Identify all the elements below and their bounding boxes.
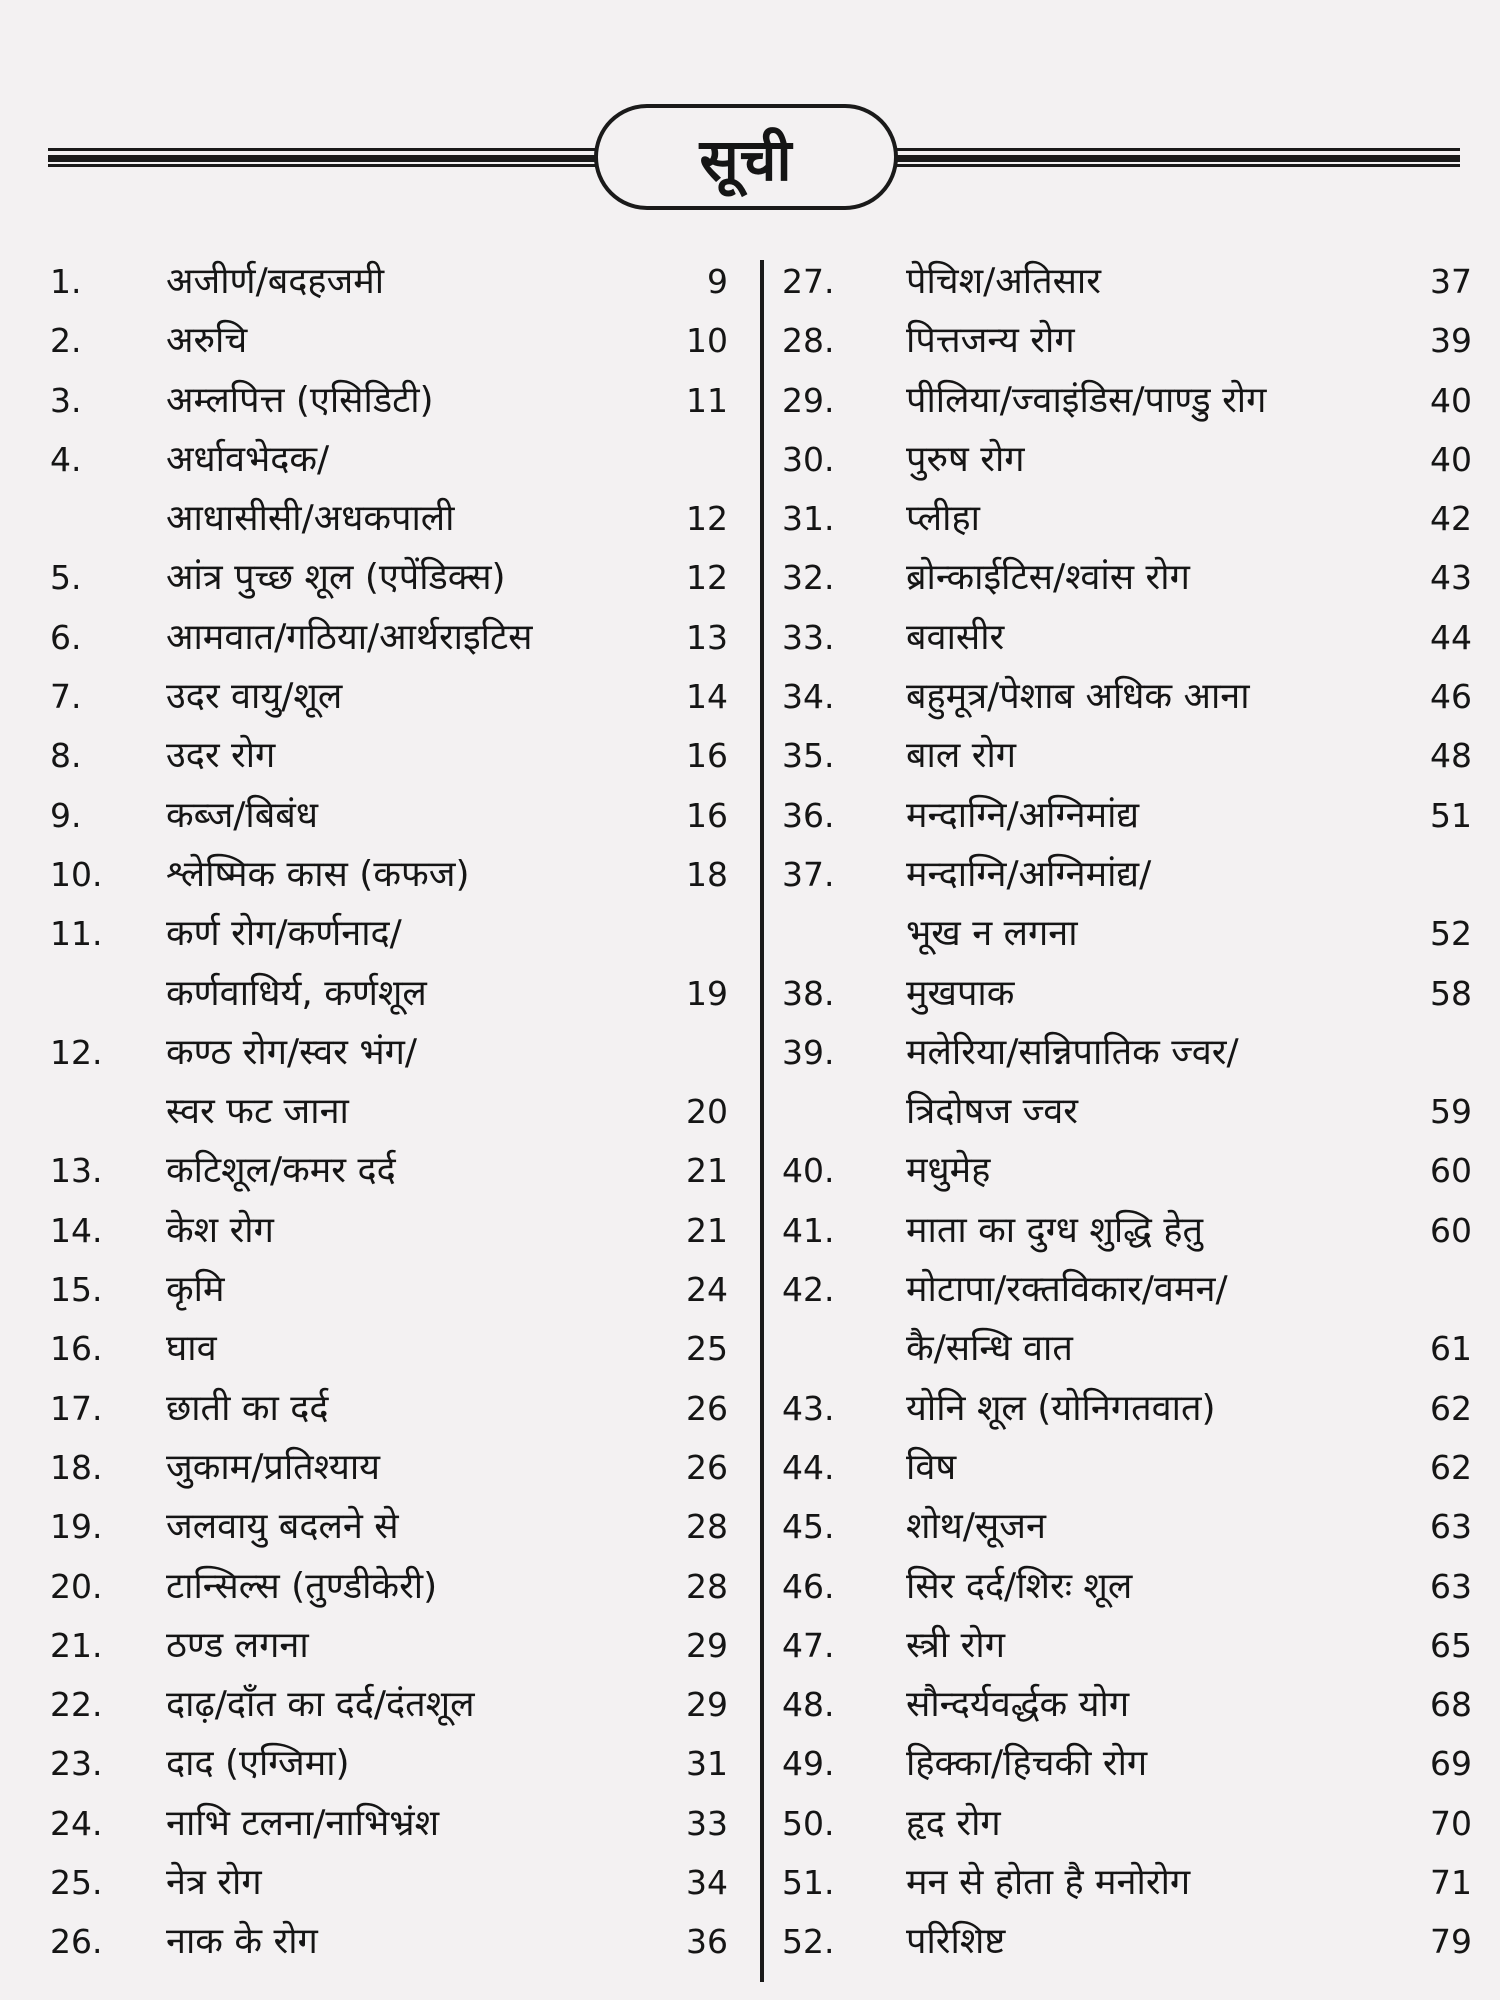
toc-entry-line (782, 845, 1472, 904)
toc-entry-line (50, 430, 730, 489)
entry-title: योनि शूल (योनिगतवात) (906, 1387, 1216, 1429)
entry-page-number: 10 (686, 321, 728, 361)
entry-number: 34. (782, 677, 835, 717)
toc-entry (782, 371, 1472, 430)
toc-entry (50, 786, 730, 845)
toc-entry-line (50, 1853, 730, 1912)
toc-entry (50, 1794, 730, 1853)
toc-entry-line (50, 608, 730, 667)
entry-number: 22. (50, 1685, 103, 1725)
entry-number: 15. (50, 1270, 103, 1310)
entry-page-number: 43 (1430, 558, 1472, 598)
entry-title: सौन्दर्यवर्द्धक योग (906, 1684, 1130, 1726)
entry-title: टान्सिल्स (तुण्डीकेरी) (166, 1565, 438, 1607)
toc-entry (50, 1141, 730, 1200)
toc-entry-line (782, 667, 1472, 726)
entry-number: 4. (50, 439, 82, 479)
toc-entry (782, 1497, 1472, 1556)
entry-title: कब्ज/बिबंध (166, 794, 318, 836)
entry-page-number: 14 (686, 677, 728, 717)
entry-title: शोथ/सूजन (906, 1506, 1046, 1548)
entry-number: 48. (782, 1685, 835, 1725)
toc-entry (50, 1675, 730, 1734)
toc-entry (50, 1734, 730, 1793)
entry-number: 39. (782, 1032, 835, 1072)
entry-title: आमवात/गठिया/आर्थराइटिस (166, 616, 533, 658)
toc-entry-line (50, 1912, 730, 1971)
toc-entry-line (782, 1141, 1472, 1200)
entry-number: 47. (782, 1625, 835, 1665)
entry-title: घाव (166, 1328, 217, 1370)
entry-page-number: 59 (1430, 1092, 1472, 1132)
entry-number: 24. (50, 1803, 103, 1843)
toc-entry (50, 430, 730, 549)
entry-number: 27. (782, 262, 835, 301)
toc-entry-line (782, 1379, 1472, 1438)
entry-title: दाद (एग्जिमा) (166, 1743, 350, 1785)
entry-title: पीलिया/ज्वाइंडिस/पाण्डु रोग (906, 379, 1267, 421)
toc-entry-line (50, 1141, 730, 1200)
toc-entry (50, 1912, 730, 1971)
entry-page-number: 61 (1430, 1329, 1472, 1369)
toc-entry-line (782, 1319, 1472, 1378)
entry-title: मन्दाग्नि/अग्निमांद्य (906, 794, 1140, 836)
entry-page-number: 36 (686, 1922, 728, 1962)
toc-entry-line (782, 430, 1472, 489)
entry-number: 25. (50, 1863, 103, 1903)
toc-entry-line (50, 904, 730, 963)
entry-page-number: 11 (686, 380, 728, 420)
toc-entry-line (50, 1379, 730, 1438)
entry-title: मन से होता है मनोरोग (906, 1862, 1191, 1904)
entry-number: 33. (782, 617, 835, 657)
toc-entry (50, 1260, 730, 1319)
toc-entry-line (782, 252, 1472, 311)
entry-title: परिशिष्ट (906, 1921, 1006, 1963)
entry-page-number: 33 (686, 1803, 728, 1843)
toc-entry (50, 252, 730, 311)
toc-entry (782, 1616, 1472, 1675)
entry-number: 10. (50, 854, 103, 894)
toc-entry-line (50, 252, 730, 311)
entry-title: अम्लपित्त (एसिडिटी) (166, 379, 434, 421)
entry-number: 43. (782, 1388, 835, 1428)
entry-title: अर्धावभेदक/ (166, 438, 330, 480)
toc-entry (50, 667, 730, 726)
entry-title: अरुचि (166, 320, 248, 362)
entry-number: 29. (782, 380, 835, 420)
entry-page-number: 20 (686, 1092, 728, 1132)
toc-entry (782, 430, 1472, 489)
entry-page-number: 42 (1430, 499, 1472, 539)
toc-entry (782, 548, 1472, 607)
toc-entry-line (50, 845, 730, 904)
entry-title: हृद रोग (906, 1802, 1001, 1844)
entry-page-number: 31 (686, 1744, 728, 1784)
toc-entry (782, 1141, 1472, 1200)
entry-title: छाती का दर्द (166, 1387, 329, 1429)
entry-title: नेत्र रोग (166, 1862, 262, 1904)
toc-left-column (50, 252, 730, 1972)
toc-entry (782, 1794, 1472, 1853)
toc-entry-line (50, 1557, 730, 1616)
entry-number: 49. (782, 1744, 835, 1784)
entry-number: 40. (782, 1151, 835, 1191)
entry-page-number: 21 (686, 1210, 728, 1250)
entry-title: कटिशूल/कमर दर्द (166, 1150, 396, 1192)
entry-page-number: 60 (1430, 1151, 1472, 1191)
toc-entry (50, 1023, 730, 1142)
toc-entry-line (782, 1260, 1472, 1319)
entry-page-number: 51 (1430, 795, 1472, 835)
toc-entry-line (50, 371, 730, 430)
entry-page-number: 25 (686, 1329, 728, 1369)
entry-number: 30. (782, 439, 835, 479)
toc-entry-line (782, 371, 1472, 430)
page-title: सूची (699, 125, 793, 194)
entry-page-number: 12 (686, 499, 728, 539)
entry-page-number: 60 (1430, 1210, 1472, 1250)
entry-number: 46. (782, 1566, 835, 1606)
entry-title: बहुमूत्र/पेशाब अधिक आना (906, 676, 1250, 718)
entry-page-number: 28 (686, 1566, 728, 1606)
toc-entry (782, 726, 1472, 785)
entry-number: 44. (782, 1447, 835, 1487)
entry-page-number: 19 (686, 973, 728, 1013)
entry-number: 19. (50, 1507, 103, 1547)
toc-entry (50, 1319, 730, 1378)
toc-entry (50, 1438, 730, 1497)
entry-number: 23. (50, 1744, 103, 1784)
entry-number: 9. (50, 795, 82, 835)
entry-title: श्लेष्मिक कास (कफज) (166, 853, 470, 895)
entry-page-number: 44 (1430, 617, 1472, 657)
toc-entry-line (50, 1497, 730, 1556)
title-oval (594, 104, 898, 210)
toc-entry-line (782, 548, 1472, 607)
entry-title: कै/सन्धि वात (906, 1328, 1073, 1370)
entry-title: प्लीहा (906, 498, 980, 540)
entry-title: ठण्ड लगना (166, 1624, 309, 1666)
toc-entry-line (782, 726, 1472, 785)
toc-entry-line (50, 1260, 730, 1319)
toc-entry-line (782, 1497, 1472, 1556)
entry-number: 5. (50, 558, 82, 598)
entry-number: 14. (50, 1210, 103, 1250)
entry-page-number: 48 (1430, 736, 1472, 776)
toc-entry (782, 1675, 1472, 1734)
entry-number: 31. (782, 499, 835, 539)
toc-entry (50, 1853, 730, 1912)
entry-title: भूख न लगना (906, 913, 1078, 955)
toc-entry-line (50, 1082, 730, 1141)
toc-entry (782, 1853, 1472, 1912)
entry-number: 12. (50, 1032, 103, 1072)
toc-entry (782, 1438, 1472, 1497)
entry-title: हिक्का/हिचकी रोग (906, 1743, 1148, 1785)
toc-entry (782, 1023, 1472, 1142)
entry-page-number: 12 (686, 558, 728, 598)
entry-number: 8. (50, 736, 82, 776)
entry-number: 18. (50, 1447, 103, 1487)
toc-entry-line (782, 786, 1472, 845)
entry-number: 38. (782, 973, 835, 1013)
entry-number: 17. (50, 1388, 103, 1428)
toc-entry-line (782, 1082, 1472, 1141)
toc-entry-line (782, 608, 1472, 667)
toc-entry (50, 548, 730, 607)
toc-entry-line (50, 489, 730, 548)
entry-title: जलवायु बदलने से (166, 1506, 399, 1548)
entry-number: 20. (50, 1566, 103, 1606)
toc-entry (50, 608, 730, 667)
toc-entry (50, 1557, 730, 1616)
toc-entry (50, 311, 730, 370)
toc-entry-line (50, 726, 730, 785)
entry-page-number: 63 (1430, 1566, 1472, 1606)
entry-number: 32. (782, 558, 835, 598)
entry-page-number: 24 (686, 1270, 728, 1310)
toc-entry-line (50, 1319, 730, 1378)
entry-page-number: 71 (1430, 1863, 1472, 1903)
title-banner (0, 100, 1500, 220)
entry-number: 26. (50, 1922, 103, 1962)
entry-number: 35. (782, 736, 835, 776)
entry-page-number: 16 (686, 736, 728, 776)
toc-entry-line (50, 1438, 730, 1497)
toc-entry-line (50, 311, 730, 370)
entry-number: 51. (782, 1863, 835, 1903)
toc-entry-line (50, 1616, 730, 1675)
entry-number: 37. (782, 854, 835, 894)
toc-entry (782, 1557, 1472, 1616)
entry-title: दाढ़/दाँत का दर्द/दंतशूल (166, 1684, 475, 1726)
entry-title: कण्ठ रोग/स्वर भंग/ (166, 1031, 418, 1073)
entry-number: 16. (50, 1329, 103, 1369)
entry-title: कर्णवाधिर्य, कर्णशूल (166, 972, 427, 1014)
entry-page-number: 58 (1430, 973, 1472, 1013)
entry-title: पित्तजन्य रोग (906, 320, 1075, 362)
entry-title: केश रोग (166, 1209, 274, 1251)
entry-title: नाक के रोग (166, 1921, 318, 1963)
toc-entry-line (782, 1734, 1472, 1793)
entry-page-number: 29 (686, 1685, 728, 1725)
toc-entry-line (50, 786, 730, 845)
entry-title: विष (906, 1446, 957, 1488)
entry-title: पेचिश/अतिसार (906, 261, 1101, 302)
toc-entry-line (782, 904, 1472, 963)
entry-title: मलेरिया/सन्निपातिक ज्वर/ (906, 1031, 1239, 1073)
toc-entry-line (782, 1675, 1472, 1734)
entry-title: मुखपाक (906, 972, 1015, 1014)
toc-entry (782, 1912, 1472, 1971)
entry-page-number: 13 (686, 617, 728, 657)
entry-number: 7. (50, 677, 82, 717)
toc-entry-line (50, 1023, 730, 1082)
entry-title: मोटापा/रक्तविकार/वमन/ (906, 1269, 1228, 1311)
entry-title: मन्दाग्नि/अग्निमांद्य/ (906, 853, 1152, 895)
toc-entry (782, 252, 1472, 311)
entry-title: अजीर्ण/बदहजमी (166, 261, 385, 302)
entry-title: आधासीसी/अधकपाली (166, 498, 455, 540)
title-rule-left (48, 148, 596, 166)
toc-entry-line (782, 1201, 1472, 1260)
toc-entry (782, 667, 1472, 726)
entry-title: कर्ण रोग/कर्णनाद/ (166, 913, 402, 955)
toc-entry (50, 371, 730, 430)
toc-entry (50, 845, 730, 904)
entry-number: 28. (782, 321, 835, 361)
entry-page-number: 62 (1430, 1447, 1472, 1487)
toc-entry-line (782, 1438, 1472, 1497)
entry-page-number: 40 (1430, 439, 1472, 479)
entry-number: 36. (782, 795, 835, 835)
entry-number: 13. (50, 1151, 103, 1191)
entry-title: आंत्र पुच्छ शूल (एपेंडिक्स) (166, 557, 506, 599)
entry-page-number: 63 (1430, 1507, 1472, 1547)
entry-page-number: 16 (686, 795, 728, 835)
toc-entry (50, 1379, 730, 1438)
toc-entry-line (782, 1853, 1472, 1912)
entry-page-number: 18 (686, 854, 728, 894)
entry-title: नाभि टलना/नाभिभ्रंश (166, 1802, 440, 1844)
toc-entry-line (782, 1023, 1472, 1082)
entry-number: 41. (782, 1210, 835, 1250)
entry-title: उदर रोग (166, 735, 276, 777)
toc-entry-line (50, 1734, 730, 1793)
toc-entry (50, 1497, 730, 1556)
entry-page-number: 40 (1430, 380, 1472, 420)
entry-title: स्त्री रोग (906, 1624, 1005, 1666)
entry-page-number: 68 (1430, 1685, 1472, 1725)
toc-entry-line (50, 964, 730, 1023)
column-divider (760, 260, 764, 1982)
title-rule-right (896, 148, 1460, 166)
entry-page-number: 26 (686, 1447, 728, 1487)
entry-number: 50. (782, 1803, 835, 1843)
entry-page-number: 34 (686, 1863, 728, 1903)
entry-page-number: 65 (1430, 1625, 1472, 1665)
entry-number: 2. (50, 321, 82, 361)
toc-entry (782, 786, 1472, 845)
entry-title: मधुमेह (906, 1150, 991, 1192)
entry-page-number: 9 (707, 262, 728, 301)
entry-number: 21. (50, 1625, 103, 1665)
entry-page-number: 28 (686, 1507, 728, 1547)
entry-number: 11. (50, 914, 103, 954)
entry-title: कृमि (166, 1269, 225, 1311)
toc-entry-line (50, 1201, 730, 1260)
toc-entry-line (782, 1557, 1472, 1616)
entry-title: सिर दर्द/शिरः शूल (906, 1565, 1133, 1607)
entry-page-number: 62 (1430, 1388, 1472, 1428)
toc-entry (50, 1616, 730, 1675)
toc-entry-line (50, 1675, 730, 1734)
toc-entry (50, 726, 730, 785)
entry-number: 52. (782, 1922, 835, 1962)
toc-entry-line (782, 489, 1472, 548)
toc-entry-line (782, 1616, 1472, 1675)
toc-entry-line (782, 1912, 1472, 1971)
entry-title: बवासीर (906, 616, 1005, 658)
toc-entry (782, 489, 1472, 548)
entry-page-number: 46 (1430, 677, 1472, 717)
toc-entry (782, 608, 1472, 667)
entry-page-number: 26 (686, 1388, 728, 1428)
entry-page-number: 37 (1430, 262, 1472, 301)
toc-entry (782, 1201, 1472, 1260)
entry-title: उदर वायु/शूल (166, 676, 343, 718)
toc-entry (50, 1201, 730, 1260)
toc-entry (782, 1379, 1472, 1438)
toc-entry (782, 1734, 1472, 1793)
entry-page-number: 79 (1430, 1922, 1472, 1962)
entry-page-number: 52 (1430, 914, 1472, 954)
toc-entry (782, 845, 1472, 964)
entry-number: 3. (50, 380, 82, 420)
toc-entry-line (50, 1794, 730, 1853)
toc-entry (782, 311, 1472, 370)
entry-number: 1. (50, 262, 82, 301)
toc-entry-line (50, 548, 730, 607)
entry-title: ब्रोन्काईटिस/श्वांस रोग (906, 557, 1190, 599)
entry-title: स्वर फट जाना (166, 1091, 349, 1133)
entry-page-number: 21 (686, 1151, 728, 1191)
toc-entry (50, 904, 730, 1023)
toc-entry-line (782, 1794, 1472, 1853)
toc-entry-line (782, 964, 1472, 1023)
entry-page-number: 39 (1430, 321, 1472, 361)
entry-title: बाल रोग (906, 735, 1017, 777)
entry-page-number: 69 (1430, 1744, 1472, 1784)
entry-title: माता का दुग्ध शुद्धि हेतु (906, 1209, 1204, 1251)
entry-number: 42. (782, 1270, 835, 1310)
entry-number: 6. (50, 617, 82, 657)
toc-entry (782, 964, 1472, 1023)
toc-entry (782, 1260, 1472, 1379)
entry-page-number: 29 (686, 1625, 728, 1665)
entry-page-number: 70 (1430, 1803, 1472, 1843)
toc-entry-line (50, 667, 730, 726)
entry-title: त्रिदोषज ज्वर (906, 1091, 1078, 1133)
entry-number: 45. (782, 1507, 835, 1547)
toc-right-column (782, 252, 1472, 1972)
entry-title: पुरुष रोग (906, 438, 1025, 480)
entry-title: जुकाम/प्रतिश्याय (166, 1446, 381, 1488)
toc-entry-line (782, 311, 1472, 370)
